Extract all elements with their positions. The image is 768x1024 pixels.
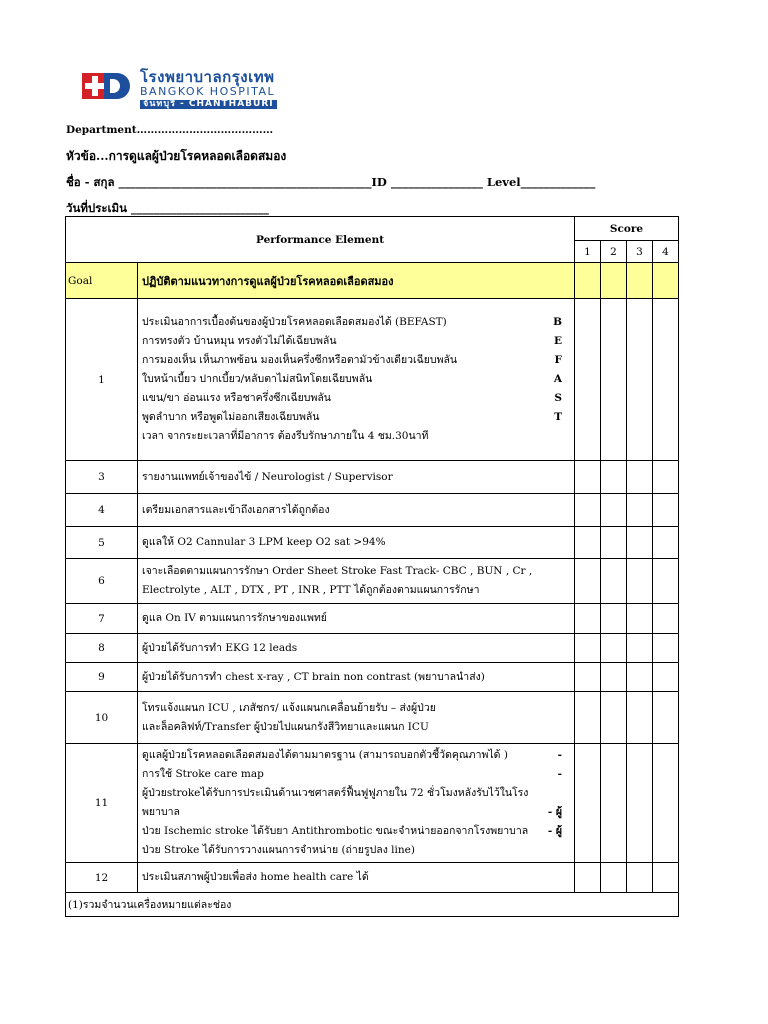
description-line — [142, 822, 570, 841]
logo-branch: จันทบุรี - CHANTHABURI — [140, 100, 277, 109]
description-line — [142, 468, 570, 487]
description-line — [142, 668, 570, 687]
goal-score-cell — [653, 263, 679, 299]
score-cell-4[interactable] — [653, 863, 679, 893]
logo-english-name: BANGKOK HOSPITAL — [140, 85, 276, 98]
line-text: โทรแจ้งแผนก ICU , เภสัชกร/ แจ้งแผนกเคลื่อนย้ายรับ – ส่งผู้ป่วย — [142, 701, 436, 714]
line-marker — [562, 501, 570, 520]
item-number: 5 — [66, 527, 138, 559]
score-cell-3[interactable] — [627, 559, 653, 604]
table-row — [66, 634, 679, 663]
description-line — [142, 501, 570, 520]
description-line — [142, 868, 570, 887]
score-cell-3[interactable] — [627, 863, 653, 893]
score-cell-3[interactable] — [627, 634, 653, 663]
score-cell-2[interactable] — [601, 559, 627, 604]
score-cell-2[interactable] — [601, 494, 627, 527]
score-cell-1[interactable] — [575, 461, 601, 494]
score-cell-3[interactable] — [627, 692, 653, 744]
line-marker: E — [554, 335, 563, 347]
goal-score-cell — [575, 263, 601, 299]
description-line — [142, 427, 570, 446]
item-number: 4 — [66, 494, 138, 527]
description-line — [142, 533, 570, 552]
score-col-3: 3 — [627, 241, 653, 263]
department-line: Department………………………………… — [66, 124, 274, 136]
score-cell-1[interactable] — [575, 863, 601, 893]
name-id-level-line: ชื่อ - สกุล ____________________________________________ID ________________ Level_____________ — [66, 175, 596, 189]
score-cell-1[interactable] — [575, 299, 601, 461]
score-cell-2[interactable] — [601, 527, 627, 559]
item-number: 1 — [66, 299, 138, 461]
item-description — [138, 744, 575, 863]
line-marker — [562, 841, 570, 860]
description-line — [142, 313, 570, 332]
table-row — [66, 494, 679, 527]
line-marker: - — [557, 768, 563, 780]
line-marker — [562, 468, 570, 487]
goal-label: Goal — [66, 263, 138, 299]
table-footer-note: (1)รวมจำนวนเครื่องหมายแต่ละช่อง — [66, 893, 679, 917]
line-text: ดูแลให้ O2 Cannular 3 LPM keep O2 sat >94% — [142, 536, 386, 548]
line-text: การทรงตัว บ้านหมุน ทรงตัวไม่ได้เฉียบพลัน — [142, 335, 337, 347]
score-cell-1[interactable] — [575, 634, 601, 663]
line-marker — [562, 699, 570, 718]
line-marker: B — [553, 316, 563, 328]
score-cell-4[interactable] — [653, 527, 679, 559]
table-row — [66, 299, 679, 461]
score-cell-4[interactable] — [653, 604, 679, 634]
score-cell-4[interactable] — [653, 461, 679, 494]
item-description — [138, 863, 575, 893]
table-row — [66, 863, 679, 893]
line-text: เตรียมเอกสารและเข้าถึงเอกสารได้ถูกต้อง — [142, 503, 330, 516]
description-line — [142, 408, 570, 427]
score-cell-1[interactable] — [575, 494, 601, 527]
goal-score-cell — [627, 263, 653, 299]
table-row — [66, 527, 679, 559]
hospital-logo — [82, 68, 342, 109]
line-marker — [562, 868, 570, 887]
score-cell-4[interactable] — [653, 663, 679, 692]
score-cell-4[interactable] — [653, 299, 679, 461]
score-cell-2[interactable] — [601, 863, 627, 893]
item-description — [138, 461, 575, 494]
line-marker — [562, 668, 570, 687]
line-text: พยาบาล — [142, 806, 180, 818]
line-text: ผู้ป่วยได้รับการทำ chest x-ray , CT brain non contrast (พยาบาลนำส่ง) — [142, 670, 485, 683]
score-cell-1[interactable] — [575, 692, 601, 744]
score-cell-1[interactable] — [575, 744, 601, 863]
item-number: 11 — [66, 744, 138, 863]
line-marker: - ผู้ — [547, 806, 563, 818]
line-text: เจาะเลือดตามแผนการรักษา Order Sheet Stroke Fast Track- CBC , BUN , Cr , — [142, 565, 533, 577]
score-cell-3[interactable] — [627, 604, 653, 634]
line-text: เวลา จากระยะเวลาที่มีอาการ ต้องรีบรักษาภายใน 4 ชม.30นาที — [142, 430, 429, 442]
score-cell-4[interactable] — [653, 559, 679, 604]
description-line — [142, 765, 570, 784]
logo-thai-name: โรงพยาบาลกรุงเทพ — [140, 68, 275, 86]
item-description — [138, 299, 575, 461]
description-line — [142, 562, 570, 581]
item-description — [138, 634, 575, 663]
description-line — [142, 639, 570, 658]
goal-text: ปฏิบัติตามแนวทางการดูแลผู้ป่วยโรคหลอดเลือดสมอง — [138, 263, 575, 299]
score-cell-4[interactable] — [653, 744, 679, 863]
table-row — [66, 604, 679, 634]
item-description — [138, 692, 575, 744]
performance-element-header: Performance Element — [66, 217, 575, 263]
score-col-2: 2 — [601, 241, 627, 263]
description-line — [142, 370, 570, 389]
item-number: 12 — [66, 863, 138, 893]
item-number: 8 — [66, 634, 138, 663]
score-cell-1[interactable] — [575, 527, 601, 559]
score-cell-3[interactable] — [627, 527, 653, 559]
topic-line: หัวข้อ...การดูแลผู้ป่วยโรคหลอดเลือดสมอง — [66, 149, 287, 163]
description-line — [142, 784, 570, 803]
line-marker — [562, 562, 570, 581]
score-cell-3[interactable] — [627, 744, 653, 863]
line-text: ดูแล On IV ตามแผนการรักษาของแพทย์ — [142, 612, 327, 624]
goal-score-cell — [601, 263, 627, 299]
line-marker — [562, 718, 570, 737]
line-text: ป่วย Ischemic stroke ได้รับยา Antithrombotic ขณะจำหน่ายออกจากโรงพยาบาล — [142, 825, 529, 837]
item-description — [138, 663, 575, 692]
description-line — [142, 803, 570, 822]
line-marker: S — [554, 392, 563, 404]
item-description — [138, 527, 575, 559]
score-cell-4[interactable] — [653, 634, 679, 663]
score-cell-3[interactable] — [627, 299, 653, 461]
line-marker: A — [553, 373, 563, 385]
score-col-4: 4 — [653, 241, 679, 263]
score-cell-2[interactable] — [601, 461, 627, 494]
line-marker — [562, 639, 570, 658]
item-description — [138, 604, 575, 634]
line-marker: - — [557, 749, 563, 761]
item-number: 9 — [66, 663, 138, 692]
description-line — [142, 609, 570, 628]
line-marker: - ผู้ — [547, 825, 563, 837]
line-text: ประเมินอาการเบื้องต้นของผู้ป่วยโรคหลอดเลือดสมองได้ (BEFAST) — [142, 316, 447, 328]
line-text: แขน/ขา อ่อนแรง หรือชาครึ่งซีกเฉียบพลัน — [142, 392, 331, 404]
performance-table — [65, 216, 679, 917]
table-row — [66, 744, 679, 863]
item-number: 6 — [66, 559, 138, 604]
line-text: ใบหน้าเบี้ยว ปากเบี้ยว/หลับตาไม่สนิทโดยเฉียบพลัน — [142, 373, 373, 385]
description-line — [142, 718, 570, 737]
item-number: 3 — [66, 461, 138, 494]
score-cell-2[interactable] — [601, 299, 627, 461]
score-cell-2[interactable] — [601, 744, 627, 863]
table-row — [66, 461, 679, 494]
description-line — [142, 332, 570, 351]
score-cell-4[interactable] — [653, 494, 679, 527]
score-cell-4[interactable] — [653, 692, 679, 744]
line-text: รายงานแพทย์เจ้าของไข้ / Neurologist / Supervisor — [142, 470, 393, 483]
description-line — [142, 841, 570, 860]
line-text: ดูแลผู้ป่วยโรคหลอดเลือดสมองได้ตามมาตรฐาน (สามารถบอกตัวชี้วัดคุณภาพได้ ) — [142, 749, 508, 761]
item-number: 10 — [66, 692, 138, 744]
table-row — [66, 692, 679, 744]
line-marker: T — [554, 411, 563, 423]
score-cell-3[interactable] — [627, 461, 653, 494]
line-text: ผู้ป่วยstrokeได้รับการประเมินด้านเวชศาสตร์ฟื้นฟูฟูภายใน 72 ชั่วโมงหลังรับไว้ในโรง — [142, 787, 529, 799]
table-row — [66, 663, 679, 692]
description-line — [142, 581, 570, 600]
line-text: ผู้ป่วยได้รับการทำ EKG 12 leads — [142, 641, 298, 654]
line-marker — [562, 427, 570, 446]
score-cell-1[interactable] — [575, 604, 601, 634]
score-header: Score — [575, 217, 679, 241]
line-text: และล็อคลิฟท์/Transfer ผู้ป่วยไปแผนกรังสีวิทยาและแผนก ICU — [142, 720, 429, 733]
assessment-date-line: วันที่ประเมิน ________________________ — [66, 201, 269, 215]
line-text: พูดลำบาก หรือพูดไม่ออกเสียงเฉียบพลัน — [142, 411, 320, 423]
line-marker: F — [554, 354, 563, 366]
score-cell-3[interactable] — [627, 663, 653, 692]
line-marker — [562, 609, 570, 628]
description-line — [142, 746, 570, 765]
description-line — [142, 351, 570, 370]
line-text: Electrolyte , ALT , DTX , PT , INR , PTT ได้ถูกต้องตามแผนการรักษา — [142, 584, 480, 596]
line-marker — [562, 784, 570, 803]
item-number: 7 — [66, 604, 138, 634]
table-row — [66, 559, 679, 604]
bangkok-hospital-logo-icon — [82, 73, 134, 101]
score-col-1: 1 — [575, 241, 601, 263]
description-line — [142, 699, 570, 718]
score-cell-3[interactable] — [627, 494, 653, 527]
line-text: ประเมินสภาพผู้ป่วยเพื่อส่ง home health care ได้ — [142, 871, 369, 883]
description-line — [142, 389, 570, 408]
score-cell-2[interactable] — [601, 634, 627, 663]
score-cell-1[interactable] — [575, 663, 601, 692]
line-marker — [562, 533, 570, 552]
line-text: ป่วย Stroke ได้รับการวางแผนการจำหน่าย (ถ่ายรูปลง line) — [142, 844, 415, 856]
score-cell-2[interactable] — [601, 692, 627, 744]
item-description — [138, 559, 575, 604]
line-marker — [562, 581, 570, 600]
line-text: การมองเห็น เห็นภาพซ้อน มองเห็นครึ่งซีกหรือตามัวข้างเดียวเฉียบพลัน — [142, 354, 458, 366]
item-description — [138, 494, 575, 527]
line-text: การใช้ Stroke care map — [142, 768, 264, 780]
score-cell-2[interactable] — [601, 663, 627, 692]
score-cell-1[interactable] — [575, 559, 601, 604]
score-cell-2[interactable] — [601, 604, 627, 634]
